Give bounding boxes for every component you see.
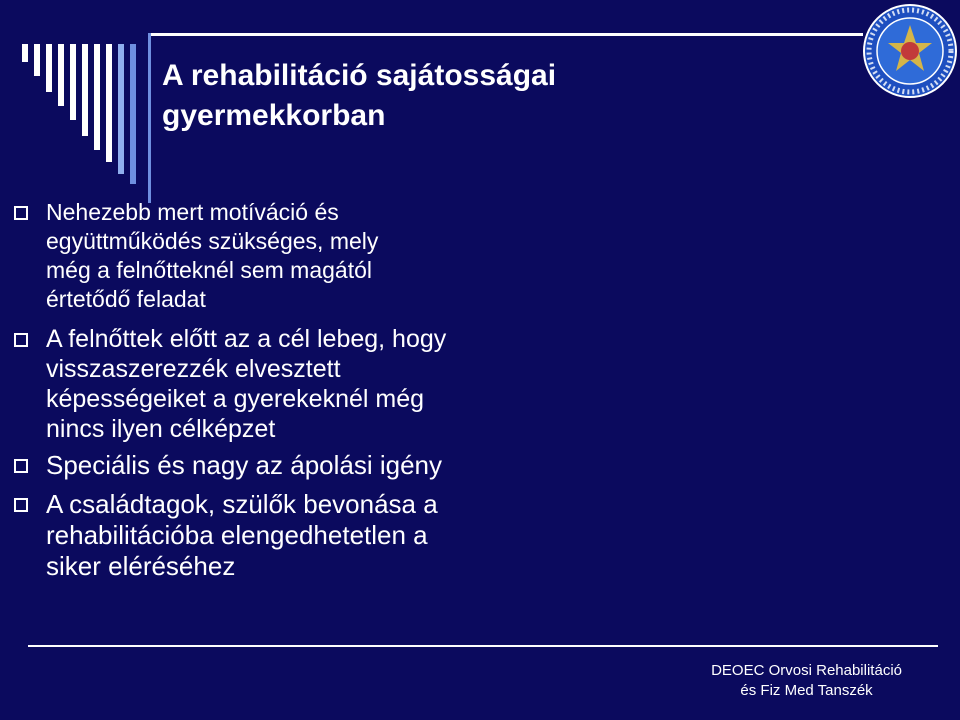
title-line-2: gyermekkorban	[162, 99, 386, 132]
bullet-item	[14, 450, 634, 481]
hollow-square-icon	[14, 498, 28, 512]
bottom-divider	[28, 645, 938, 647]
hollow-square-icon	[14, 459, 28, 473]
footer-line-2: és Fiz Med Tanszék	[740, 682, 873, 699]
bullet-item	[14, 198, 634, 314]
title-vertical-accent	[148, 33, 151, 203]
bullet-text: Nehezebb mert motíváció és együttműködés szükséges, mely még a felnőtteknél sem magától értetődő feladat	[46, 199, 379, 312]
footer	[711, 661, 902, 701]
decorative-stripes	[22, 44, 162, 194]
title-line-1: A rehabilitáció sajátosságai	[162, 59, 557, 92]
bullet-text: A családtagok, szülők bevonása a rehabilitációba elengedhetetlen a siker eléréséhez	[46, 489, 438, 581]
hollow-square-icon	[14, 333, 28, 347]
bullet-text: Speciális és nagy az ápolási igény	[46, 450, 443, 480]
bullet-item	[14, 489, 634, 582]
hollow-square-icon	[14, 206, 28, 220]
bullet-list	[14, 198, 634, 582]
bullet-text: A felnőttek előtt az a cél lebeg, hogy visszaszerezzék elvesztett képességeiket a gyerekeknél még nincs ilyen célképzet	[46, 325, 447, 443]
slide-title	[162, 56, 722, 136]
university-seal-icon	[862, 3, 958, 99]
top-divider	[148, 33, 863, 36]
bullet-item	[14, 324, 634, 444]
footer-line-1: DEOEC Orvosi Rehabilitáció	[711, 662, 902, 679]
